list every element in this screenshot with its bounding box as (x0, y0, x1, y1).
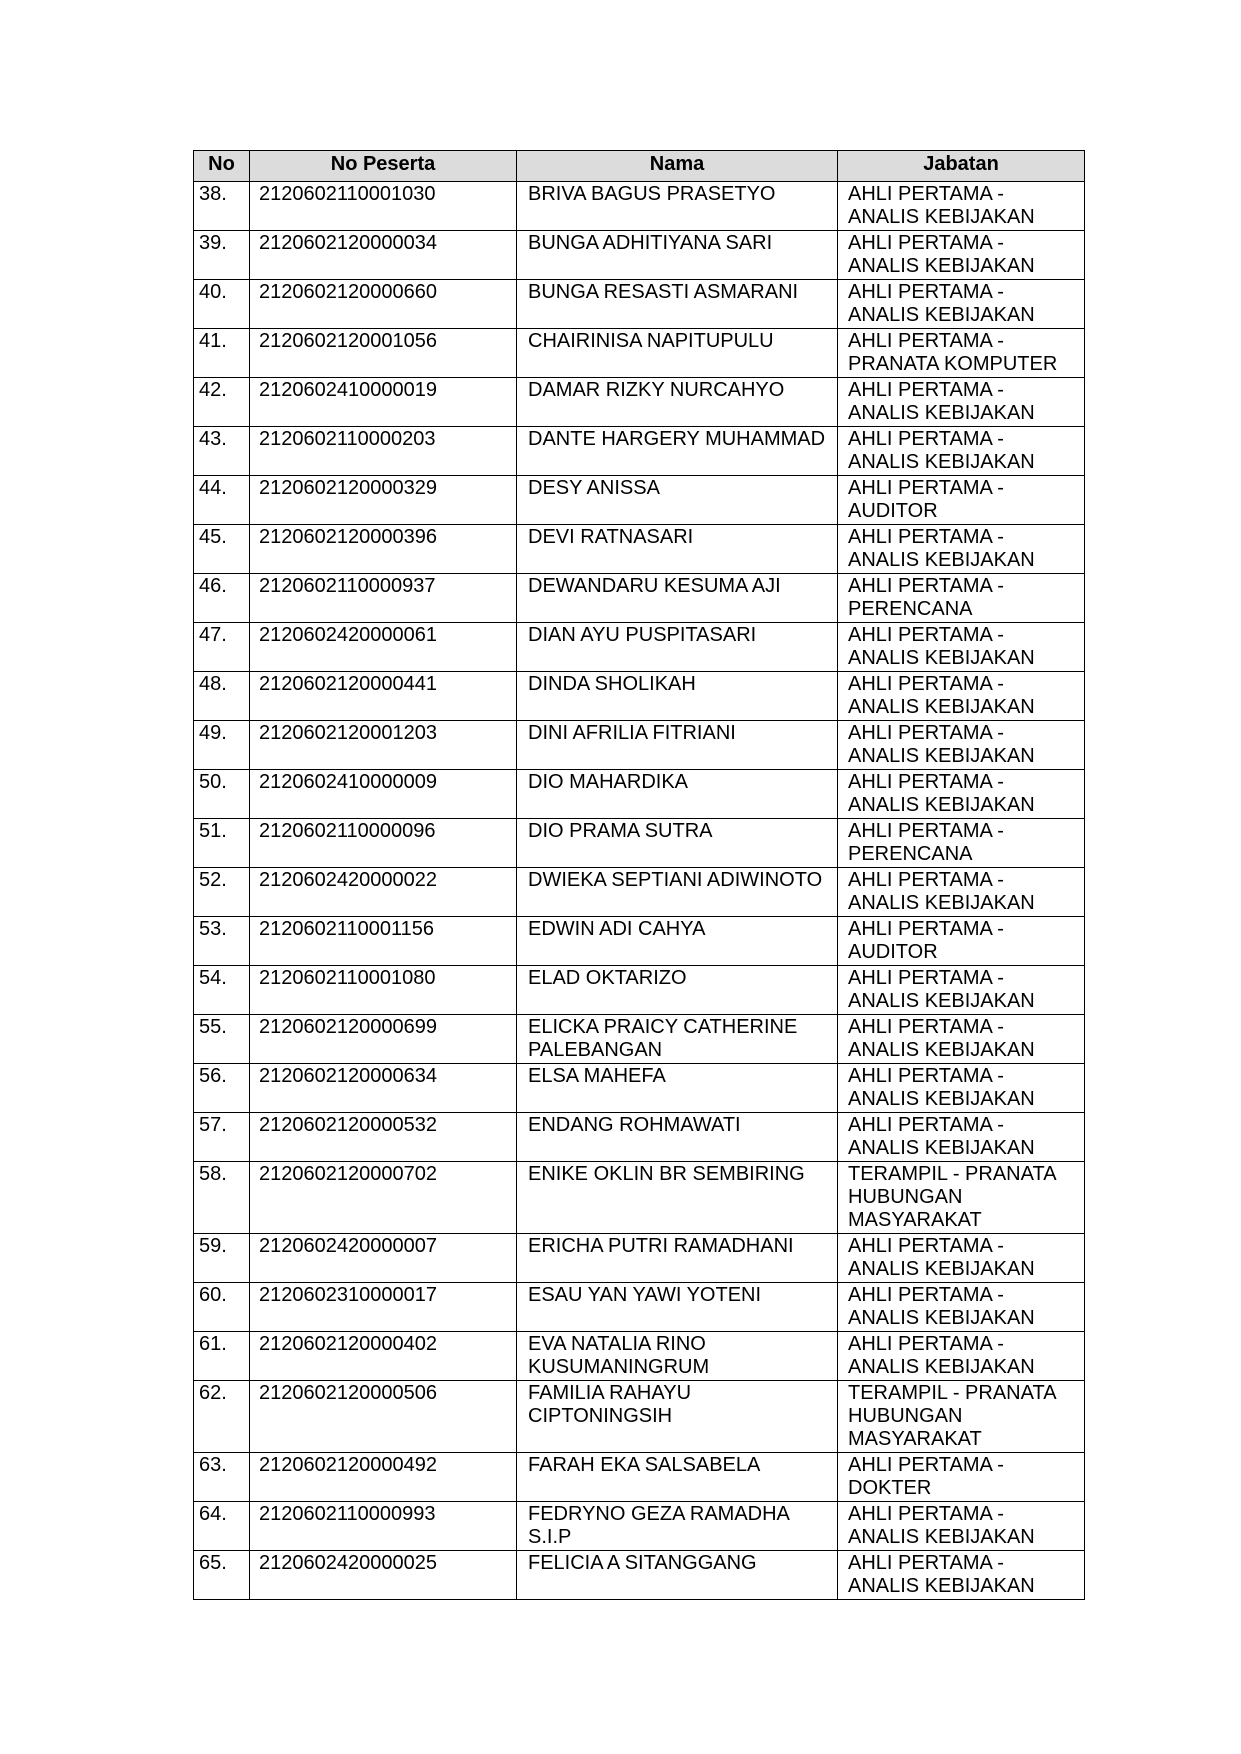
row-jabatan-line: AHLI PERTAMA - (848, 1065, 1004, 1087)
row-no-cell: 61. (194, 1332, 250, 1381)
row-nama-cell: ELAD OKTARIZO (517, 966, 838, 1015)
row-no-cell: 47. (194, 623, 250, 672)
row-no-cell: 42. (194, 378, 250, 427)
row-jabatan-cell (838, 1332, 1085, 1381)
row-jabatan-cell (838, 1381, 1085, 1453)
row-nama-cell: DIO PRAMA SUTRA (517, 819, 838, 868)
row-jabatan-line: TERAMPIL - PRANATA (848, 1382, 1057, 1404)
table-row (194, 1015, 1085, 1064)
row-jabatan-line: HUBUNGAN (848, 1186, 963, 1208)
table-row (194, 231, 1085, 280)
row-no-cell: 49. (194, 721, 250, 770)
row-jabatan-line: ANALIS KEBIJAKAN (848, 794, 1035, 816)
row-no-cell: 52. (194, 868, 250, 917)
row-nama-cell: DIAN AYU PUSPITASARI (517, 623, 838, 672)
row-jabatan-cell (838, 574, 1085, 623)
row-no-cell: 39. (194, 231, 250, 280)
table-row (194, 574, 1085, 623)
row-jabatan-cell (838, 1162, 1085, 1234)
row-no-cell: 51. (194, 819, 250, 868)
table-row (194, 1332, 1085, 1381)
row-jabatan-line: ANALIS KEBIJAKAN (848, 206, 1035, 228)
row-nama-cell: BUNGA ADHITIYANA SARI (517, 231, 838, 280)
row-jabatan-line: AHLI PERTAMA - (848, 1235, 1004, 1257)
row-jabatan-line: ANALIS KEBIJAKAN (848, 549, 1035, 571)
table-row (194, 1283, 1085, 1332)
row-jabatan-line: AUDITOR (848, 500, 938, 522)
row-jabatan-line: AHLI PERTAMA - (848, 232, 1004, 254)
row-nama-cell: DIO MAHARDIKA (517, 770, 838, 819)
row-jabatan-line: PRANATA KOMPUTER (848, 353, 1058, 375)
row-no-cell: 40. (194, 280, 250, 329)
row-no-cell: 44. (194, 476, 250, 525)
table-header (194, 151, 1085, 182)
row-jabatan-line: AHLI PERTAMA - (848, 1114, 1004, 1136)
table-row (194, 1551, 1085, 1600)
row-jabatan-line: AUDITOR (848, 941, 938, 963)
row-jabatan-cell (838, 476, 1085, 525)
row-nama-cell: ERICHA PUTRI RAMADHANI (517, 1234, 838, 1283)
row-nama-cell: DINI AFRILIA FITRIANI (517, 721, 838, 770)
table-row (194, 1113, 1085, 1162)
row-jabatan-line: AHLI PERTAMA - (848, 918, 1004, 940)
row-no-peserta-cell: 2120602110000203 (250, 427, 517, 476)
table-row (194, 427, 1085, 476)
row-no-cell: 50. (194, 770, 250, 819)
row-no-peserta-cell: 2120602110001030 (250, 182, 517, 231)
row-jabatan-cell (838, 1502, 1085, 1551)
row-jabatan-line: ANALIS KEBIJAKAN (848, 1039, 1035, 1061)
row-jabatan-line: AHLI PERTAMA - (848, 1284, 1004, 1306)
row-no-cell: 62. (194, 1381, 250, 1453)
row-no-peserta-cell: 2120602110001156 (250, 917, 517, 966)
header-nama: Nama (517, 151, 838, 182)
row-jabatan-line: AHLI PERTAMA - (848, 526, 1004, 548)
row-jabatan-cell (838, 525, 1085, 574)
row-nama-cell: DWIEKA SEPTIANI ADIWINOTO (517, 868, 838, 917)
row-no-cell: 43. (194, 427, 250, 476)
row-jabatan-line: ANALIS KEBIJAKAN (848, 451, 1035, 473)
row-nama-cell: ESAU YAN YAWI YOTENI (517, 1283, 838, 1332)
row-no-peserta-cell: 2120602110000096 (250, 819, 517, 868)
row-jabatan-cell (838, 1015, 1085, 1064)
row-no-cell: 55. (194, 1015, 250, 1064)
row-nama-cell: CHAIRINISA NAPITUPULU (517, 329, 838, 378)
row-no-cell: 53. (194, 917, 250, 966)
row-jabatan-cell (838, 1113, 1085, 1162)
row-nama-cell: FEDRYNO GEZA RAMADHA S.I.P (517, 1502, 838, 1551)
row-jabatan-line: ANALIS KEBIJAKAN (848, 745, 1035, 767)
row-no-peserta-cell: 2120602110000993 (250, 1502, 517, 1551)
row-jabatan-cell (838, 721, 1085, 770)
row-nama-cell: EDWIN ADI CAHYA (517, 917, 838, 966)
table-row (194, 182, 1085, 231)
row-jabatan-line: AHLI PERTAMA - (848, 722, 1004, 744)
row-jabatan-cell (838, 1551, 1085, 1600)
row-jabatan-cell (838, 672, 1085, 721)
row-no-peserta-cell: 2120602120000660 (250, 280, 517, 329)
row-jabatan-line: ANALIS KEBIJAKAN (848, 1307, 1035, 1329)
row-jabatan-line: ANALIS KEBIJAKAN (848, 1258, 1035, 1280)
row-no-cell: 46. (194, 574, 250, 623)
row-jabatan-line: AHLI PERTAMA - (848, 624, 1004, 646)
row-jabatan-line: AHLI PERTAMA - (848, 1503, 1004, 1525)
table-row (194, 917, 1085, 966)
row-jabatan-cell (838, 1283, 1085, 1332)
row-nama-cell: EVA NATALIA RINO KUSUMANINGRUM (517, 1332, 838, 1381)
row-nama-cell: ELSA MAHEFA (517, 1064, 838, 1113)
row-no-peserta-cell: 2120602420000061 (250, 623, 517, 672)
row-jabatan-line: AHLI PERTAMA - (848, 1016, 1004, 1038)
row-jabatan-line: AHLI PERTAMA - (848, 575, 1004, 597)
row-no-peserta-cell: 2120602120000441 (250, 672, 517, 721)
row-no-peserta-cell: 2120602120000702 (250, 1162, 517, 1234)
table-row (194, 770, 1085, 819)
row-jabatan-line: ANALIS KEBIJAKAN (848, 696, 1035, 718)
row-no-cell: 59. (194, 1234, 250, 1283)
row-nama-cell: DEVI RATNASARI (517, 525, 838, 574)
row-no-peserta-cell: 2120602420000007 (250, 1234, 517, 1283)
row-jabatan-line: ANALIS KEBIJAKAN (848, 1137, 1035, 1159)
table-row (194, 868, 1085, 917)
row-no-cell: 58. (194, 1162, 250, 1234)
row-jabatan-cell (838, 182, 1085, 231)
row-nama-cell: ELICKA PRAICY CATHERINE PALEBANGAN (517, 1015, 838, 1064)
table-row (194, 721, 1085, 770)
row-nama-cell: BUNGA RESASTI ASMARANI (517, 280, 838, 329)
row-jabatan-line: AHLI PERTAMA - (848, 967, 1004, 989)
row-jabatan-line: AHLI PERTAMA - (848, 869, 1004, 891)
row-jabatan-cell (838, 231, 1085, 280)
row-no-peserta-cell: 2120602110001080 (250, 966, 517, 1015)
row-no-peserta-cell: 2120602110000937 (250, 574, 517, 623)
table-row (194, 280, 1085, 329)
row-jabatan-line: TERAMPIL - PRANATA (848, 1163, 1057, 1185)
row-jabatan-cell (838, 378, 1085, 427)
row-no-peserta-cell: 2120602120000402 (250, 1332, 517, 1381)
row-jabatan-line: ANALIS KEBIJAKAN (848, 402, 1035, 424)
row-no-cell: 45. (194, 525, 250, 574)
row-no-cell: 56. (194, 1064, 250, 1113)
row-no-peserta-cell: 2120602120001056 (250, 329, 517, 378)
row-jabatan-line: PERENCANA (848, 598, 973, 620)
row-jabatan-line: AHLI PERTAMA - (848, 379, 1004, 401)
row-jabatan-line: AHLI PERTAMA - (848, 428, 1004, 450)
table-row (194, 1064, 1085, 1113)
table-row (194, 1162, 1085, 1234)
row-jabatan-cell (838, 623, 1085, 672)
row-no-cell: 54. (194, 966, 250, 1015)
row-no-peserta-cell: 2120602120000396 (250, 525, 517, 574)
row-nama-cell: DESY ANISSA (517, 476, 838, 525)
table-row (194, 476, 1085, 525)
row-jabatan-line: ANALIS KEBIJAKAN (848, 1575, 1035, 1597)
row-jabatan-line: ANALIS KEBIJAKAN (848, 1088, 1035, 1110)
row-jabatan-cell (838, 1064, 1085, 1113)
row-jabatan-line: AHLI PERTAMA - (848, 673, 1004, 695)
row-no-peserta-cell: 2120602410000019 (250, 378, 517, 427)
row-jabatan-cell (838, 1453, 1085, 1502)
row-no-peserta-cell: 2120602120000506 (250, 1381, 517, 1453)
table-row (194, 819, 1085, 868)
row-jabatan-cell (838, 770, 1085, 819)
row-jabatan-cell (838, 329, 1085, 378)
row-jabatan-line: ANALIS KEBIJAKAN (848, 647, 1035, 669)
row-no-cell: 38. (194, 182, 250, 231)
row-jabatan-cell (838, 427, 1085, 476)
row-no-cell: 41. (194, 329, 250, 378)
table-row (194, 1502, 1085, 1551)
row-no-peserta-cell: 2120602410000009 (250, 770, 517, 819)
row-no-cell: 64. (194, 1502, 250, 1551)
row-jabatan-cell (838, 917, 1085, 966)
row-jabatan-line: ANALIS KEBIJAKAN (848, 1356, 1035, 1378)
row-nama-cell: ENIKE OKLIN BR SEMBIRING (517, 1162, 838, 1234)
row-nama-cell: FARAH EKA SALSABELA (517, 1453, 838, 1502)
row-no-peserta-cell: 2120602120001203 (250, 721, 517, 770)
row-no-peserta-cell: 2120602120000634 (250, 1064, 517, 1113)
row-jabatan-line: HUBUNGAN (848, 1405, 963, 1427)
row-jabatan-cell (838, 280, 1085, 329)
row-no-cell: 65. (194, 1551, 250, 1600)
row-nama-cell: FAMILIA RAHAYU CIPTONINGSIH (517, 1381, 838, 1453)
row-jabatan-line: DOKTER (848, 1477, 932, 1499)
row-jabatan-line: MASYARAKAT (848, 1209, 982, 1231)
table-row (194, 672, 1085, 721)
table-row (194, 1234, 1085, 1283)
table-row (194, 329, 1085, 378)
row-nama-cell: ENDANG ROHMAWATI (517, 1113, 838, 1162)
header-jabatan: Jabatan (838, 151, 1085, 182)
table-body (194, 182, 1085, 1600)
row-jabatan-line: AHLI PERTAMA - (848, 330, 1004, 352)
row-nama-cell: DAMAR RIZKY NURCAHYO (517, 378, 838, 427)
table-row (194, 966, 1085, 1015)
row-jabatan-line: ANALIS KEBIJAKAN (848, 255, 1035, 277)
row-no-peserta-cell: 2120602120000492 (250, 1453, 517, 1502)
row-no-peserta-cell: 2120602420000022 (250, 868, 517, 917)
row-jabatan-line: PERENCANA (848, 843, 973, 865)
table-row (194, 1381, 1085, 1453)
row-no-peserta-cell: 2120602310000017 (250, 1283, 517, 1332)
row-nama-cell: DANTE HARGERY MUHAMMAD (517, 427, 838, 476)
table-row (194, 378, 1085, 427)
table-row (194, 525, 1085, 574)
row-nama-cell: DINDA SHOLIKAH (517, 672, 838, 721)
row-no-peserta-cell: 2120602120000699 (250, 1015, 517, 1064)
row-jabatan-line: AHLI PERTAMA - (848, 1454, 1004, 1476)
row-jabatan-line: AHLI PERTAMA - (848, 771, 1004, 793)
row-jabatan-cell (838, 966, 1085, 1015)
row-jabatan-line: AHLI PERTAMA - (848, 183, 1004, 205)
row-no-cell: 63. (194, 1453, 250, 1502)
table-row (194, 623, 1085, 672)
row-jabatan-cell (838, 1234, 1085, 1283)
row-jabatan-cell (838, 819, 1085, 868)
row-jabatan-line: ANALIS KEBIJAKAN (848, 990, 1035, 1012)
row-jabatan-line: AHLI PERTAMA - (848, 477, 1004, 499)
header-no: No (194, 151, 250, 182)
row-nama-cell: FELICIA A SITANGGANG (517, 1551, 838, 1600)
row-no-peserta-cell: 2120602420000025 (250, 1551, 517, 1600)
row-no-cell: 57. (194, 1113, 250, 1162)
row-jabatan-line: AHLI PERTAMA - (848, 1552, 1004, 1574)
header-no-peserta: No Peserta (250, 151, 517, 182)
row-jabatan-cell (838, 868, 1085, 917)
row-no-peserta-cell: 2120602120000034 (250, 231, 517, 280)
row-nama-cell: DEWANDARU KESUMA AJI (517, 574, 838, 623)
row-no-cell: 48. (194, 672, 250, 721)
row-jabatan-line: AHLI PERTAMA - (848, 1333, 1004, 1355)
header-row (194, 151, 1085, 182)
row-jabatan-line: AHLI PERTAMA - (848, 281, 1004, 303)
row-jabatan-line: AHLI PERTAMA - (848, 820, 1004, 842)
row-no-peserta-cell: 2120602120000329 (250, 476, 517, 525)
row-jabatan-line: MASYARAKAT (848, 1428, 982, 1450)
row-no-cell: 60. (194, 1283, 250, 1332)
participant-table (193, 150, 1085, 1600)
row-nama-cell: BRIVA BAGUS PRASETYO (517, 182, 838, 231)
row-jabatan-line: ANALIS KEBIJAKAN (848, 1526, 1035, 1548)
table-row (194, 1453, 1085, 1502)
row-jabatan-line: ANALIS KEBIJAKAN (848, 304, 1035, 326)
row-no-peserta-cell: 2120602120000532 (250, 1113, 517, 1162)
row-jabatan-line: ANALIS KEBIJAKAN (848, 892, 1035, 914)
